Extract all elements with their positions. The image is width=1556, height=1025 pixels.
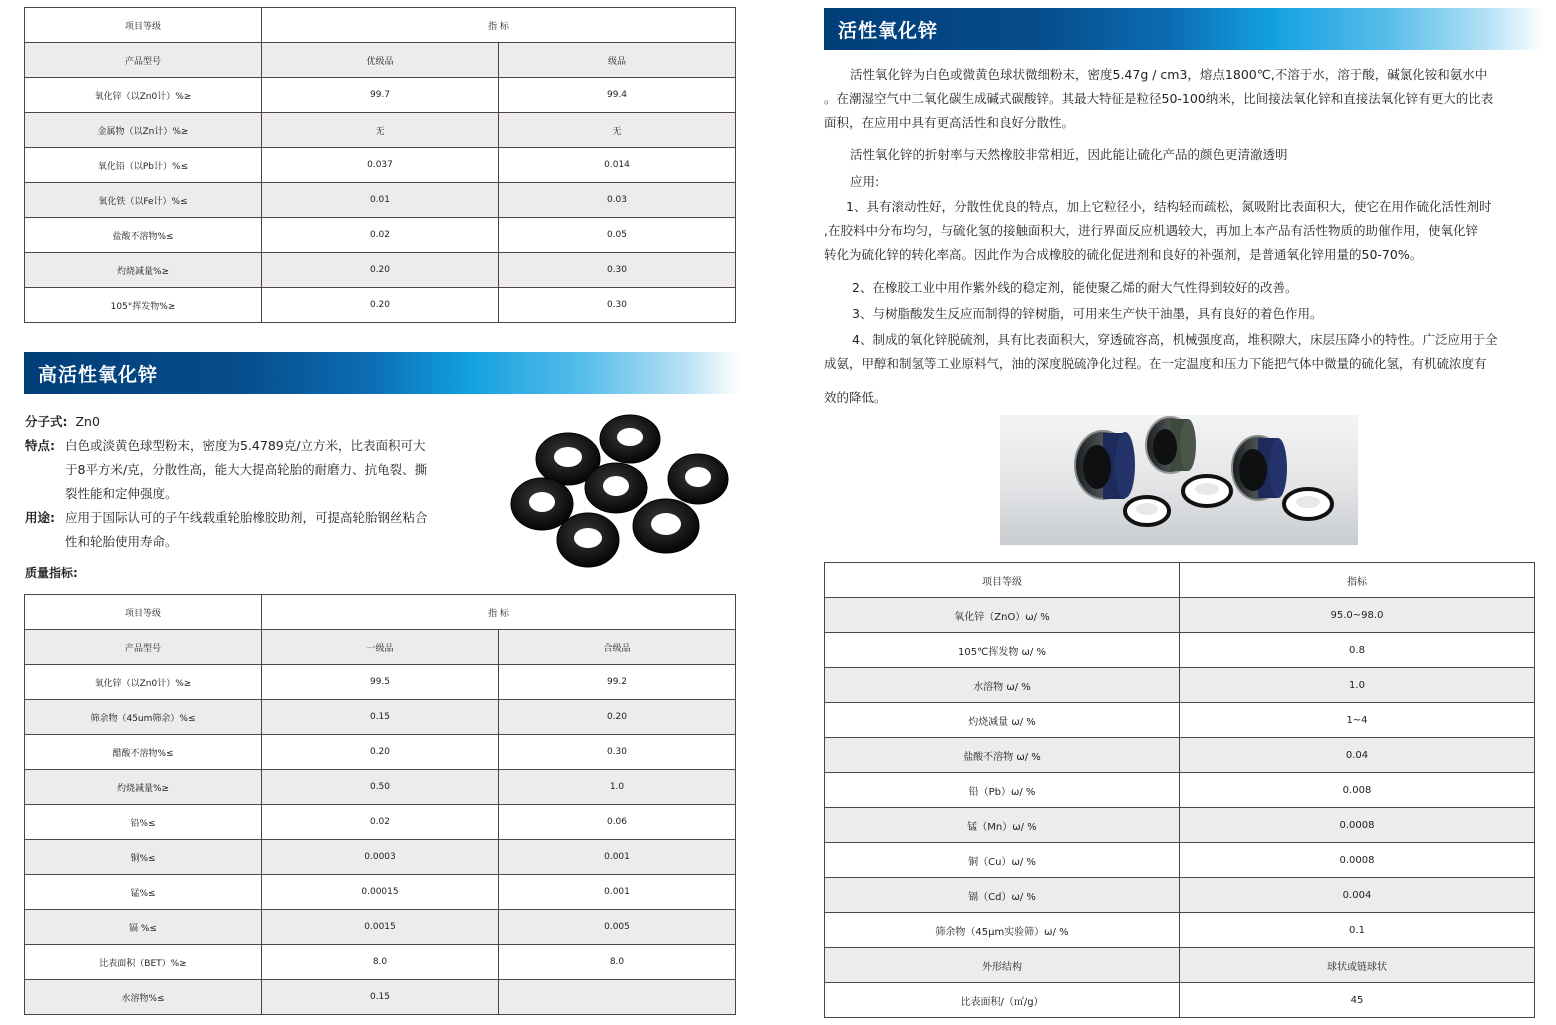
- table-row: [825, 983, 1535, 1018]
- row-value: 99.4: [499, 78, 736, 113]
- row-label: 筛余物（45um筛余）%≤: [25, 700, 262, 735]
- row-value: 95.0~98.0: [1180, 598, 1535, 633]
- text-line: ,在胶料中分布均匀，与硫化氢的接触面积大，进行界面反应机遇较大，再加上本产品有活性物质的助催作用，使氧化锌: [824, 223, 1478, 238]
- row-label: 锰（Mn）ω/ %: [825, 808, 1180, 843]
- row-value: 8.0: [499, 945, 736, 980]
- row-label: 产品型号: [25, 43, 262, 78]
- table-row: [25, 735, 736, 770]
- row-value: 0.04: [1180, 738, 1535, 773]
- rubber-seals-image: [505, 405, 730, 575]
- row-value: 1.0: [499, 770, 736, 805]
- row-label: 比表面积/（㎡/g）: [825, 983, 1180, 1018]
- table-row: [25, 148, 736, 183]
- table-row: [25, 770, 736, 805]
- row-value: 0.02: [262, 805, 499, 840]
- row-value: 0.06: [499, 805, 736, 840]
- row-value: 0.02: [262, 218, 499, 253]
- row-value: 0.15: [262, 980, 499, 1015]
- table-row: [25, 840, 736, 875]
- row-value: 0.001: [499, 840, 736, 875]
- header-index: 指 标: [262, 595, 736, 630]
- feature-label: 特点:: [25, 438, 55, 453]
- table-row: [825, 738, 1535, 773]
- text-line: 1、具有滚动性好，分散性优良的特点，加上它粒径小，结构轻而疏松，氮吸附比表面积大，使它在用作硫化活性剂时: [846, 199, 1492, 214]
- row-value: 合级品: [499, 630, 736, 665]
- quality-table-active: [824, 562, 1535, 1018]
- row-value: 级品: [499, 43, 736, 78]
- row-label: 铜（Cu）ω/ %: [825, 843, 1180, 878]
- table-row: [25, 665, 736, 700]
- row-value: 0.008: [1180, 773, 1535, 808]
- row-value: 0.20: [262, 288, 499, 323]
- quality-label: 质量指标:: [25, 566, 78, 580]
- row-label: 筛余物（45μm实验筛）ω/ %: [825, 913, 1180, 948]
- table-row: [25, 980, 736, 1015]
- table-row: [25, 253, 736, 288]
- row-label: 镉（Cd）ω/ %: [825, 878, 1180, 913]
- section-title: 高活性氧化锌: [38, 364, 159, 386]
- section-banner-active: [824, 8, 1544, 50]
- text-line: 。在潮湿空气中二氧化碳生成碱式碳酸锌。其最大特征是粒径50-100纳米，比间接法氧化锌和直接法氧化锌有更大的比表: [824, 91, 1494, 106]
- text-line: 面积，在应用中具有更高活性和良好分散性。: [824, 115, 1075, 130]
- row-value: 0.15: [262, 700, 499, 735]
- row-value: 8.0: [262, 945, 499, 980]
- row-value: 0.014: [499, 148, 736, 183]
- row-value: [499, 980, 736, 1015]
- row-label: 比表面积（BET）%≥: [25, 945, 262, 980]
- section-banner-high-activity: [24, 352, 740, 394]
- text-line: 转化为硫化锌的转化率高。因此作为合成橡胶的硫化促进剂和良好的补强剂，是普通氧化锌用量的50-70%。: [824, 247, 1423, 262]
- row-label: 氧化锌（以Zn0计）%≥: [25, 78, 262, 113]
- row-value: 0.0008: [1180, 808, 1535, 843]
- row-label: 锰%≤: [25, 875, 262, 910]
- row-value: 0.03: [499, 183, 736, 218]
- table-row: [825, 843, 1535, 878]
- header-index: 指标: [1180, 563, 1535, 598]
- row-label: 灼烧减量%≥: [25, 253, 262, 288]
- row-label: 铜%≤: [25, 840, 262, 875]
- application-item-1: [824, 195, 1540, 267]
- header-item-grade: 项目等级: [25, 8, 262, 43]
- row-label: 铅%≤: [25, 805, 262, 840]
- table-row: [25, 910, 736, 945]
- table-row: [25, 805, 736, 840]
- row-label: 水溶物 ω/ %: [825, 668, 1180, 703]
- table-row: [825, 808, 1535, 843]
- formula-label: 分子式:: [25, 414, 68, 429]
- row-value: 0.037: [262, 148, 499, 183]
- row-value: 0.30: [499, 253, 736, 288]
- application-item-3: 3、与树脂酸发生反应而制得的锌树脂，可用来生产快干油墨，具有良好的着色作用。: [852, 306, 1323, 321]
- row-label: 盐酸不溶物%≤: [25, 218, 262, 253]
- row-label: 氧化铅（以Pb计）%≤: [25, 148, 262, 183]
- row-value: 1~4: [1180, 703, 1535, 738]
- header-index: 指 标: [262, 8, 736, 43]
- row-value: 0.00015: [262, 875, 499, 910]
- table-row: [25, 218, 736, 253]
- row-label: 氧化锌（以Zn0计）%≥: [25, 665, 262, 700]
- text-line: 4、制成的氧化锌脱硫剂，具有比表面积大，穿透硫容高，机械强度高，堆积隙大，床层压降小的特性。广泛应用于全: [852, 332, 1498, 347]
- row-value: 0.05: [499, 218, 736, 253]
- application-label: 应用:: [850, 174, 880, 189]
- row-value: 99.5: [262, 665, 499, 700]
- table-row: [825, 913, 1535, 948]
- table-row: [825, 598, 1535, 633]
- row-label: 盐酸不溶物 ω/ %: [825, 738, 1180, 773]
- row-label: 灼烧减量 ω/ %: [825, 703, 1180, 738]
- active-para-1: [824, 63, 1540, 135]
- table-row: [825, 633, 1535, 668]
- table-row: [25, 945, 736, 980]
- table-row: [25, 183, 736, 218]
- mechanical-seals-image: [1000, 415, 1358, 545]
- row-value: 0.30: [499, 735, 736, 770]
- row-label: 灼烧减量%≥: [25, 770, 262, 805]
- active-para-2: 活性氧化锌的折射率与天然橡胶非常相近，因此能让硫化产品的颜色更清澈透明: [850, 147, 1288, 162]
- formula-value: Zn0: [75, 414, 100, 429]
- row-value: 0.30: [499, 288, 736, 323]
- rubber-ring-icon: [505, 405, 730, 575]
- row-value: 0.0008: [1180, 843, 1535, 878]
- row-value: 0.001: [499, 875, 736, 910]
- header-item-grade: 项目等级: [25, 595, 262, 630]
- table-row: [25, 875, 736, 910]
- row-label: 醋酸不溶物%≤: [25, 735, 262, 770]
- use-label: 用途:: [25, 510, 55, 525]
- row-label: 镉 %≤: [25, 910, 262, 945]
- table-row: [825, 668, 1535, 703]
- text-line: 成氨，甲醇和制氢等工业原料气，油的深度脱硫净化过程。在一定温度和压力下能把气体中微量的硫化氢，有机硫浓度有: [824, 356, 1487, 371]
- feature-line: 于8平方米/克，分散性高，能大大提高轮胎的耐磨力、抗龟裂、撕: [65, 462, 428, 477]
- row-value: 0.8: [1180, 633, 1535, 668]
- table-row: [25, 78, 736, 113]
- table-row: [825, 948, 1535, 983]
- quality-table-grade: [24, 7, 736, 323]
- table-header-row: [25, 595, 736, 630]
- table-header-row: [25, 8, 736, 43]
- row-value: 0.20: [262, 253, 499, 288]
- row-value: 优级品: [262, 43, 499, 78]
- row-label: 金属物（以Zn计）%≥: [25, 113, 262, 148]
- row-label: 氧化铁（以Fe计）%≤: [25, 183, 262, 218]
- table-row: [825, 878, 1535, 913]
- row-label: 水溶物%≤: [25, 980, 262, 1015]
- use-line: 应用于国际认可的子午线载重轮胎橡胶助剂，可提高轮胎钢丝粘合: [65, 510, 428, 525]
- table-row: [825, 773, 1535, 808]
- row-value: 0.1: [1180, 913, 1535, 948]
- row-value: 0.0003: [262, 840, 499, 875]
- row-value: 0.0015: [262, 910, 499, 945]
- text-line: 效的降低。: [824, 390, 887, 405]
- section-title: 活性氧化锌: [838, 20, 939, 42]
- row-value: 0.005: [499, 910, 736, 945]
- row-value: 0.20: [262, 735, 499, 770]
- row-value: 45: [1180, 983, 1535, 1018]
- application-item-4: [824, 328, 1540, 410]
- row-value: 无: [499, 113, 736, 148]
- application-item-2: 2、在橡胶工业中用作紫外线的稳定剂，能使聚乙烯的耐大气性得到较好的改善。: [852, 280, 1298, 295]
- feature-line: 裂性能和定伸强度。: [65, 486, 178, 501]
- row-label: 产品型号: [25, 630, 262, 665]
- header-item-grade: 项目等级: [825, 563, 1180, 598]
- table-header-row: [825, 563, 1535, 598]
- table-row: [825, 703, 1535, 738]
- row-value: 1.0: [1180, 668, 1535, 703]
- row-value: 0.50: [262, 770, 499, 805]
- row-label: 105℃挥发物 ω/ %: [825, 633, 1180, 668]
- row-value: 一级品: [262, 630, 499, 665]
- row-label: 氧化锌（ZnO）ω/ %: [825, 598, 1180, 633]
- row-value: 0.01: [262, 183, 499, 218]
- table-row: [25, 288, 736, 323]
- feature-line: 白色或淡黄色球型粉末，密度为5.4789克/立方米，比表面积可大: [65, 438, 426, 453]
- use-line: 性和轮胎使用寿命。: [65, 534, 178, 549]
- seal-icon: [1000, 415, 1358, 545]
- product-description: [25, 410, 495, 554]
- table-row: [25, 700, 736, 735]
- row-label: 105°挥发物%≥: [25, 288, 262, 323]
- row-label: 外形结构: [825, 948, 1180, 983]
- row-value: 无: [262, 113, 499, 148]
- quality-table-high-activity: [24, 594, 736, 1015]
- row-label: 铅（Pb）ω/ %: [825, 773, 1180, 808]
- row-value: 99.2: [499, 665, 736, 700]
- row-value: 球状或链球状: [1180, 948, 1535, 983]
- row-value: 0.004: [1180, 878, 1535, 913]
- row-value: 99.7: [262, 78, 499, 113]
- table-row: [25, 630, 736, 665]
- text-line: 活性氧化锌为白色或微黄色球状微细粉末，密度5.47g / cm3，熔点1800℃,不溶于水，溶于酸，碱氯化铵和氨水中: [850, 67, 1488, 82]
- row-value: 0.20: [499, 700, 736, 735]
- table-row: [25, 113, 736, 148]
- table-row: [25, 43, 736, 78]
